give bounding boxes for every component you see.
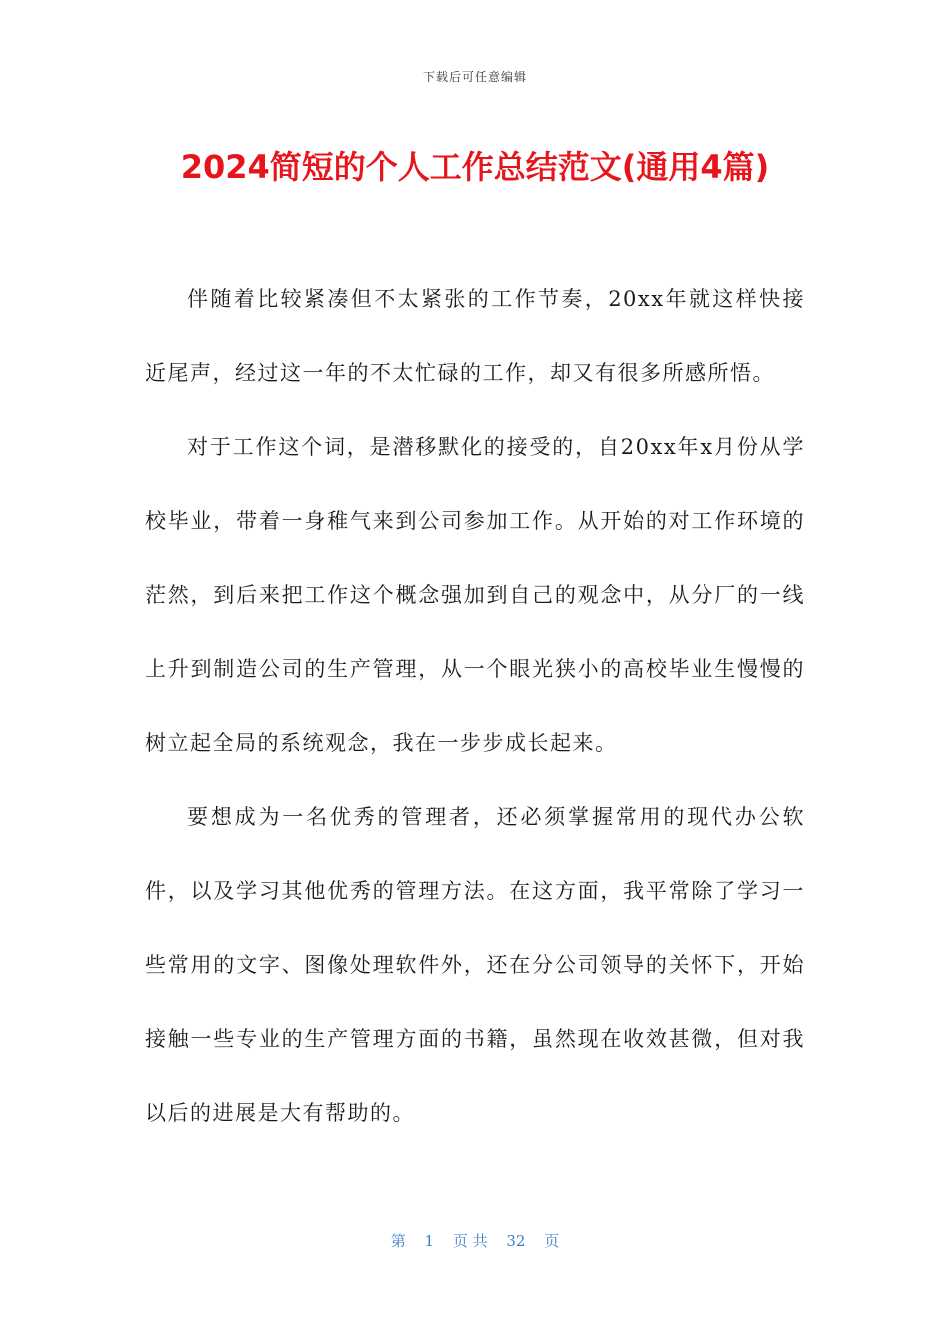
document-body [145,262,805,1150]
page-footer [0,1230,950,1251]
paragraph: 伴随着比较紧凑但不太紧张的工作节奏，20xx年就这样快接近尾声，经过这一年的不太忙碌的工作，却又有很多所感所悟。 [145,287,805,385]
footer-current-page: 1 [424,1232,435,1250]
footer-label-page: 第 [390,1232,406,1250]
paragraph: 要想成为一名优秀的管理者，还必须掌握常用的现代办公软件，以及学习其他优秀的管理方法。在这方面，我平常除了学习一些常用的文字、图像处理软件外，还在分公司领导的关怀下，开始接触一些专业的生产管理方面的书籍，虽然现在收效甚微，但对我以后的进展是大有帮助的。 [145,805,805,1125]
paragraph: 对于工作这个词，是潜移默化的接受的，自20xx年x月份从学校毕业，带着一身稚气来到公司参加工作。从开始的对工作环境的茫然，到后来把工作这个概念强加到自己的观念中，从分厂的一线上升到制造公司的生产管理，从一个眼光狭小的高校毕业生慢慢的树立起全局的系统观念，我在一步步成长起来。 [145,435,805,755]
footer-total-pages: 32 [506,1232,526,1250]
footer-label-pages: 页 [544,1232,560,1250]
document-title: 2024简短的个人工作总结范文(通用4篇) [180,148,770,186]
footer-label-of: 页 共 [452,1232,488,1250]
header-note: 下载后可任意编辑 [422,70,527,84]
